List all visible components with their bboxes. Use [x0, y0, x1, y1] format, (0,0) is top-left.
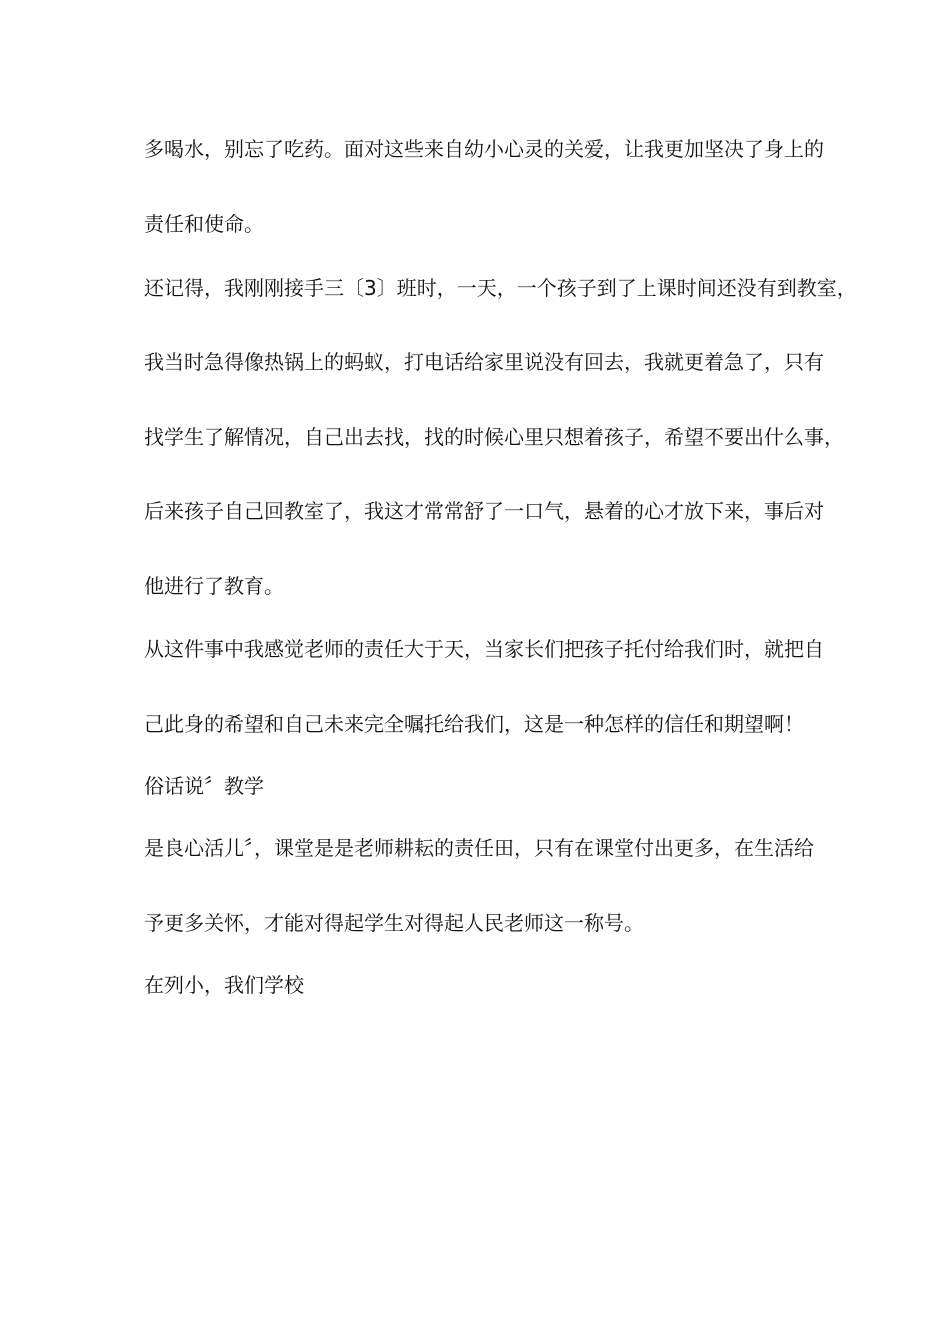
text-line-11: 是良心活儿〞，课堂是是老师耕耘的责任田，只有在课堂付出更多，在生活给 — [144, 836, 814, 860]
text-line-3: 还记得，我刚刚接手三〔3〕班时，一天，一个孩子到了上课时间还没有到教室， — [144, 276, 857, 300]
text-line-13: 在列小，我们学校 — [144, 973, 304, 997]
text-line-9: 己此身的希望和自己未来完全嘱托给我们，这是一种怎样的信任和期望啊！ — [144, 712, 804, 736]
text-line-7: 他进行了教育。 — [144, 574, 284, 598]
text-line-10: 俗话说〞教学 — [144, 774, 264, 798]
text-line-6: 后来孩子自己回教室了，我这才常常舒了一口气，悬着的心才放下来，事后对 — [144, 499, 824, 523]
text-line-2: 责任和使命。 — [144, 212, 264, 236]
text-line-5: 找学生了解情况，自己出去找，找的时候心里只想着孩子，希望不要出什么事， — [144, 425, 844, 449]
text-line-12: 予更多关怀，才能对得起学生对得起人民老师这一称号。 — [144, 911, 644, 935]
text-line-8: 从这件事中我感觉老师的责任大于天，当家长们把孩子托付给我们时，就把自 — [144, 637, 824, 661]
text-line-1: 多喝水，别忘了吃药。面对这些来自幼小心灵的关爱，让我更加坚决了身上的 — [144, 137, 824, 161]
text-line-4: 我当时急得像热锅上的蚂蚁，打电话给家里说没有回去，我就更着急了，只有 — [144, 350, 824, 374]
